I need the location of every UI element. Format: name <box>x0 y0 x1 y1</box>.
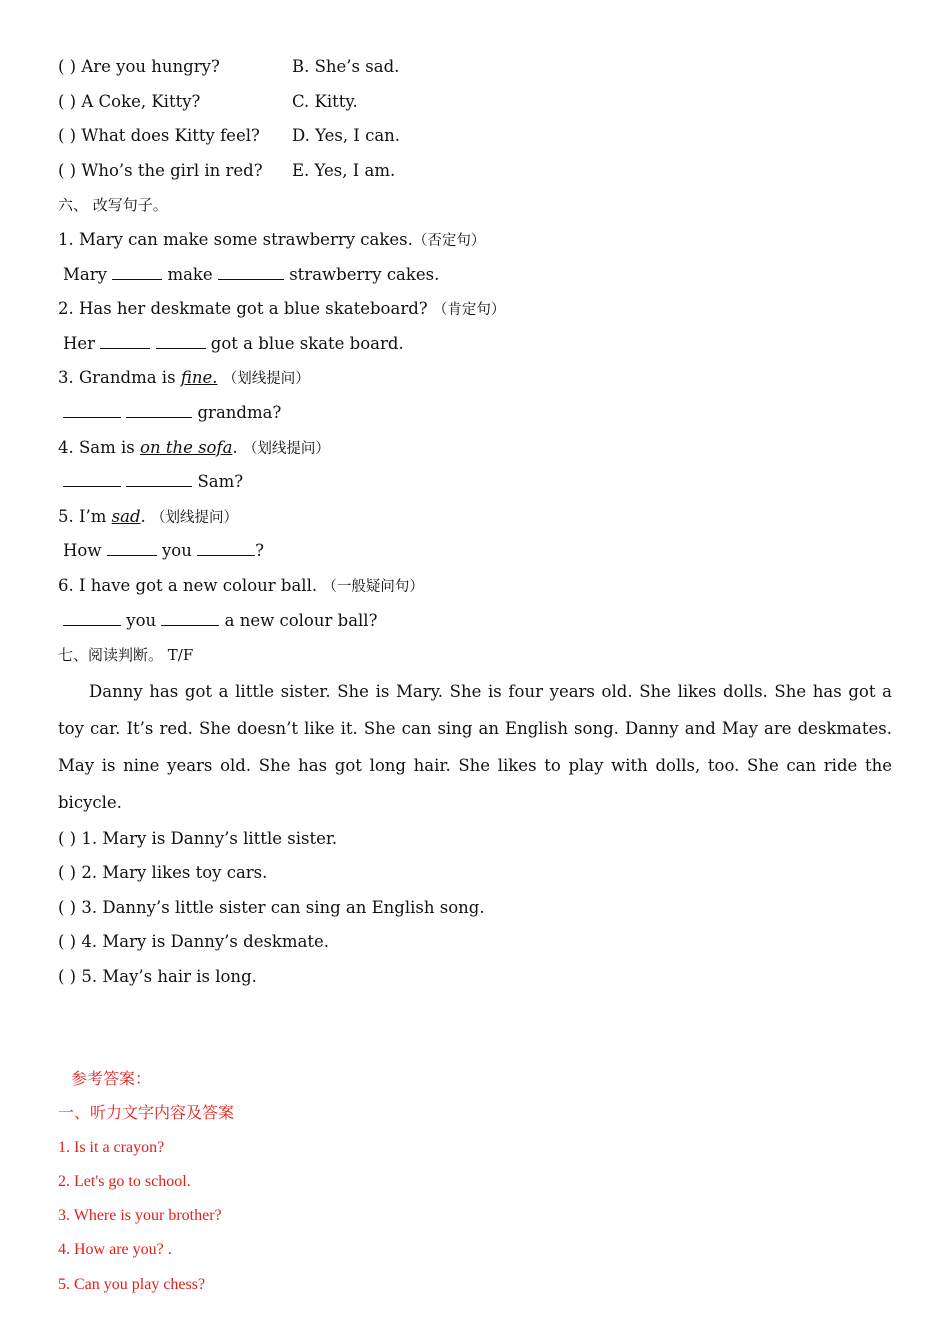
answer-key <box>58 1062 234 1302</box>
rewrite-answer-6: you a new colour ball? <box>58 604 892 639</box>
rewrite-question-6: 6. I have got a new colour ball. （一般疑问句） <box>58 575 424 595</box>
answer-item: 3. Where is your brother? <box>58 1207 222 1225</box>
answer-blank[interactable] <box>161 624 219 626</box>
rewrite-question-4: 4. Sam is on the sofa. （划线提问） <box>58 437 330 457</box>
matching-row <box>58 85 892 120</box>
rewrite-question-1: 1. Mary can make some strawberry cakes.（否定句） <box>58 229 486 249</box>
answer-blank[interactable] <box>100 347 150 349</box>
answer-blank[interactable] <box>63 485 121 487</box>
matching-question: ( ) Who’s the girl in red? <box>58 160 263 180</box>
answer-blank[interactable] <box>63 416 121 418</box>
rewrite-answer-1: Mary make strawberry cakes. <box>63 264 440 284</box>
answer-blank[interactable] <box>126 485 192 487</box>
answer-item: 5. Can you play chess? <box>58 1275 206 1293</box>
question-hint: （划线提问） <box>151 509 239 526</box>
judgement-item: ( ) 5. May’s hair is long. <box>58 966 257 986</box>
underlined-phrase: sad <box>111 506 141 526</box>
answer-blank[interactable] <box>63 624 121 626</box>
reading-passage: Danny has got a little sister. She is Mary. She is four years old. She likes dolls. She has got a toy car. It’s red. She doesn’t like it. She can sing an English song. Danny and May are deskmates. May is nine years old. She has got long hair. She likes to play with dolls, too. She can ride the bicycle. <box>58 681 892 813</box>
question-hint: （一般疑问句） <box>322 578 424 595</box>
answer-blank[interactable] <box>156 347 206 349</box>
answer-item: 2. Let's go to school. <box>58 1172 191 1190</box>
answer-item: 1. Is it a crayon? <box>58 1138 165 1156</box>
answer-blank[interactable] <box>126 416 192 418</box>
judgement-item: ( ) 3. Danny’s little sister can sing an English song. <box>58 897 485 917</box>
answer-blank[interactable] <box>112 278 162 280</box>
answer-blank[interactable] <box>107 554 157 556</box>
matching-question: ( ) What does Kitty feel? <box>58 126 260 146</box>
judgement-item: ( ) 2. Mary likes toy cars. <box>58 863 268 883</box>
worksheet-page <box>58 50 892 994</box>
matching-question: ( ) A Coke, Kitty? <box>58 91 201 111</box>
rewrite-answer-2: Her got a blue skate board. <box>63 333 404 353</box>
matching-question: ( ) Are you hungry? <box>58 57 220 76</box>
answer-blank[interactable] <box>218 278 284 280</box>
matching-answer: C. Kitty. <box>292 91 358 111</box>
matching-row <box>58 119 892 154</box>
underlined-phrase: on the sofa <box>140 437 233 457</box>
judgement-item: ( ) 4. Mary is Danny’s deskmate. <box>58 932 330 952</box>
answer-key-subtitle: 一、听力文字内容及答案 <box>58 1103 235 1123</box>
rewrite-question-3: 3. Grandma is fine. （划线提问） <box>58 368 310 388</box>
matching-answer: B. She’s sad. <box>292 57 400 76</box>
underlined-phrase: fine. <box>180 368 218 388</box>
answer-key-title: 参考答案： <box>71 1069 152 1088</box>
judgement-item: ( ) 1. Mary is Danny’s little sister. <box>58 828 338 848</box>
matching-row <box>58 154 892 189</box>
matching-answer: E. Yes, I am. <box>292 160 396 180</box>
section6-title: 六、 改写句子。 <box>58 196 168 215</box>
question-hint: （划线提问） <box>222 371 310 388</box>
matching-row <box>58 50 892 85</box>
question-hint: （肯定句） <box>432 302 506 319</box>
rewrite-question-2: 2. Has her deskmate got a blue skateboard? （肯定句） <box>58 299 506 319</box>
rewrite-answer-5: How you ? <box>63 541 264 561</box>
question-hint: （划线提问） <box>242 440 330 457</box>
section7-title: 七、阅读判断。 T/F <box>58 646 194 665</box>
rewrite-question-5: 5. I’m sad. （划线提问） <box>58 506 239 526</box>
question-hint: （否定句） <box>412 232 486 249</box>
rewrite-answer-4: Sam? <box>58 465 892 500</box>
rewrite-answer-3: grandma? <box>58 396 892 431</box>
matching-answer: D. Yes, I can. <box>292 126 401 146</box>
answer-item: 4. How are you? . <box>58 1241 172 1259</box>
answer-blank[interactable] <box>197 554 255 556</box>
